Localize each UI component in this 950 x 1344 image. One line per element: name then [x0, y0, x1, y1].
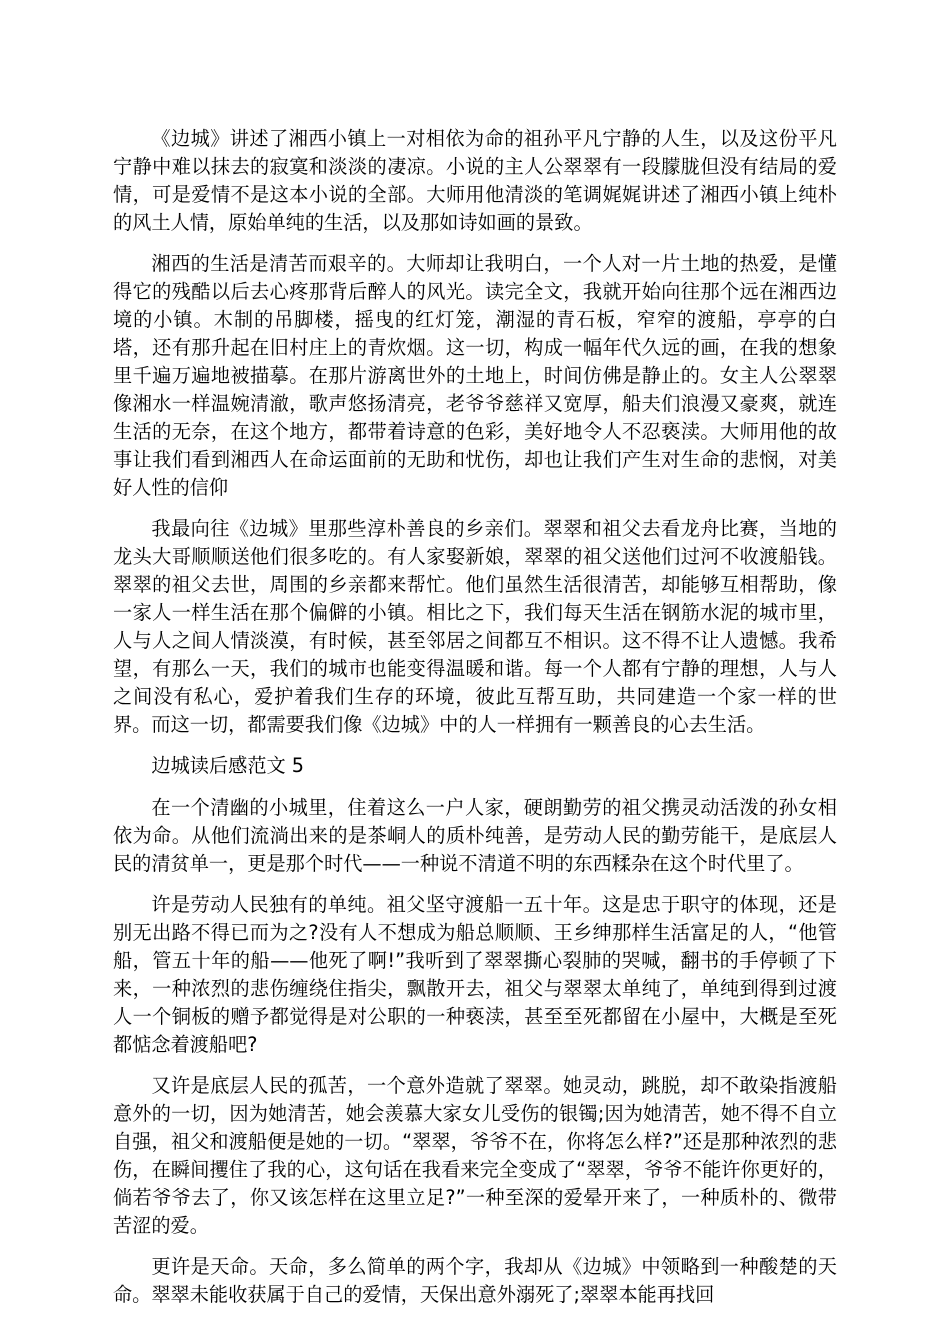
paragraph-6: 又许是底层人民的孤苦，一个意外造就了翠翠。她灵动，跳脱，却不敢染指渡船意外的一切，因为她清苦，她会羡慕大家女儿受伤的银镯;因为她清苦，她不得不自立自强，祖父和渡船便是她的一切。“翠翠，爷爷不在，你将怎么样?”还是那种浓烈的悲伤，在瞬间攫住了我的心，这句话在我看来完全变成了“翠翠，爷爷不能许你更好的，倘若爷爷去了，你又该怎样在这里立足?”一种至深的爱晕开来了，一种质朴的、微带苦涩的爱。	[113, 1074, 837, 1237]
paragraph-2: 湘西的生活是清苦而艰辛的。大师却让我明白，一个人对一片土地的热爱，是懂得它的残酷以后去心疼那背后醉人的风光。读完全文，我就开始向往那个远在湘西边境的小镇。木制的吊脚楼，摇曳的红灯笼，潮湿的青石板，窄窄的渡船，亭亭的白塔，还有那升起在旧村庄上的青炊烟。这一切，构成一幅年代久远的画，在我的想象里千遍万遍地被描摹。在那片游离世外的土地上，时间仿佛是静止的。女主人公翠翠像湘水一样温婉清澈，歌声悠扬清亮，老爷爷慈祥又宽厚，船夫们浪漫又豪爽，就连生活的无奈，在这个地方，都带着诗意的色彩，美好地令人不忍亵渎。大师用他的故事让我们看到湘西人在命运面前的无助和忧伤，却也让我们产生对生命的悲悯，对美好人性的信仰	[113, 252, 837, 499]
paragraph-3: 我最向往《边城》里那些淳朴善良的乡亲们。翠翠和祖父去看龙舟比赛，当地的龙头大哥顺顺送他们很多吃的。有人家娶新娘，翠翠的祖父送他们过河不收渡船钱。翠翠的祖父去世，周围的乡亲都来帮忙。他们虽然生活很清苦，却能够互相帮助，像一家人一样生活在那个偏僻的小镇。相比之下，我们每天生活在钢筋水泥的城市里，人与人之间人情淡漠，有时候，甚至邻居之间都互不相识。这不得不让人遗憾。我希望，有那么一天，我们的城市也能变得温暖和谐。每一个人都有宁静的理想，人与人之间没有私心，爱护着我们生存的环境，彼此互帮互助，共同建造一个家一样的世界。而这一切，都需要我们像《边城》中的人一样拥有一颗善良的心去生活。	[113, 517, 837, 736]
document-body	[113, 125, 837, 1322]
paragraph-1: 《边城》讲述了湘西小镇上一对相依为命的祖孙平凡宁静的人生，以及这份平凡宁静中难以抹去的寂寞和淡淡的凄凉。小说的主人公翠翠有一段朦胧但没有结局的爱情，可是爱情不是这本小说的全部。大师用他清淡的笔调娓娓讲述了湘西小镇上纯朴的风土人情，原始单纯的生活，以及那如诗如画的景致。	[113, 127, 837, 234]
paragraph-4: 在一个清幽的小城里，住着这么一户人家，硬朗勤劳的祖父携灵动活泼的孙女相依为命。从他们流淌出来的是茶峒人的质朴纯善，是劳动人民的勤劳能干，是底层人民的清贫单一，更是那个时代——一种说不清道不明的东西糅杂在这个时代里了。	[113, 796, 837, 875]
paragraph-7: 更许是天命。天命，多么简单的两个字，我却从《边城》中领略到一种酸楚的天命。翠翠未能收获属于自己的爱情，天保出意外溺死了;翠翠本能再找回	[113, 1255, 837, 1306]
paragraph-5: 许是劳动人民独有的单纯。祖父坚守渡船一五十年。这是忠于职守的体现，还是别无出路不得已而为之?没有人不想成为船总顺顺、王乡绅那样生活富足的人，“他管船，管五十年的船——他死了啊!”我听到了翠翠撕心裂肺的哭喊，翻书的手停顿了下来，一种浓烈的悲伤缠绕住指尖，飘散开去，祖父与翠翠太单纯了，单纯到得到过渡人一个铜板的赠予都觉得是对公职的一种亵渎，甚至至死都留在小屋中，大概是至死都惦念着渡船吧?	[113, 893, 837, 1056]
section-heading: 边城读后感范文 5	[151, 754, 305, 777]
